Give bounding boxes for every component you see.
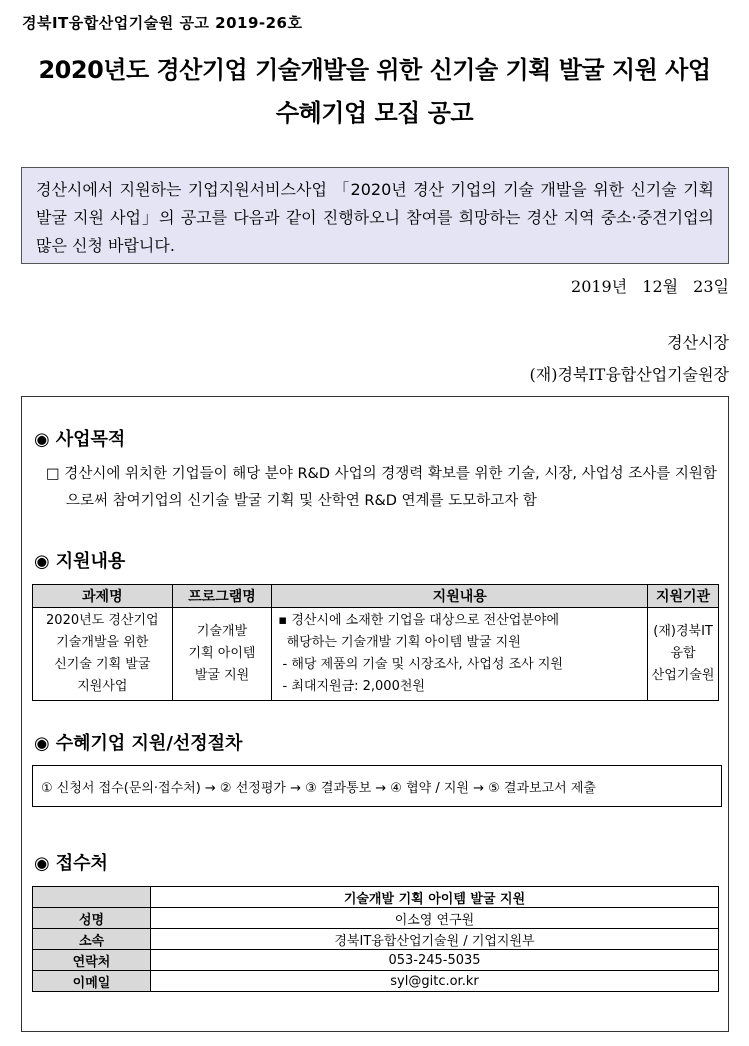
contact-table bbox=[32, 886, 719, 992]
contact-label: 연락처 bbox=[33, 950, 151, 971]
contact-label: 이메일 bbox=[33, 971, 151, 992]
table-header-row bbox=[33, 887, 719, 908]
support-content-cell bbox=[272, 608, 648, 701]
agency-line: 산업기술원 bbox=[651, 668, 715, 683]
column-header: 지원내용 bbox=[272, 585, 648, 608]
support-content-line: 해당하는 기술개발 기획 아이템 발굴 지원 bbox=[278, 635, 521, 650]
program-name-line: 발굴 지원 bbox=[194, 668, 250, 683]
task-name-line: 기술개발을 위한 bbox=[56, 635, 149, 650]
section-purpose-title: 사업목적 bbox=[55, 429, 126, 450]
support-content-line: - 해당 제품의 기술 및 시장조사, 사업성 조사 지원 bbox=[278, 657, 563, 672]
table-header-row bbox=[33, 585, 719, 608]
notice-date: 2019년 12월 23일 bbox=[571, 277, 729, 296]
contact-label: 소속 bbox=[33, 929, 151, 950]
column-header: 과제명 bbox=[33, 585, 173, 608]
agency-cell bbox=[648, 608, 719, 701]
task-name-line: 신기술 기획 발굴 bbox=[54, 657, 151, 672]
contact-value: 053-245-5035 bbox=[151, 950, 719, 971]
section-contact-heading bbox=[34, 849, 108, 875]
main-content-box bbox=[21, 396, 729, 1032]
support-table bbox=[32, 584, 719, 701]
page-title-line2: 수혜기업 모집 공고 bbox=[275, 99, 474, 127]
section-procedure-title: 수혜기업 지원/선정절차 bbox=[55, 733, 243, 754]
contact-label: 성명 bbox=[33, 908, 151, 929]
task-name-line: 지원사업 bbox=[77, 679, 128, 694]
purpose-text: □ 경산시에 위치한 기업들이 해당 분야 R&D 사업의 경쟁력 확보를 위한 기술, 시장, 사업성 조사를 지원함으로써 참여기업의 신기술 발굴 기획 및 산학연 R&D 연계를 도모하고자 함 bbox=[46, 466, 717, 509]
section-bullet-icon: ◉ bbox=[34, 733, 50, 754]
table-row bbox=[33, 608, 719, 701]
issuer-city-mayor: 경산시장 bbox=[667, 333, 729, 352]
section-support-heading bbox=[34, 547, 125, 573]
column-header: 지원기관 bbox=[648, 585, 719, 608]
contact-value: 경북IT융합산업기술원 / 기업지원부 bbox=[151, 929, 719, 950]
notice-number: 경북IT융합산업기술원 공고 2019-26호 bbox=[22, 14, 303, 32]
table-row bbox=[33, 929, 719, 950]
section-bullet-icon: ◉ bbox=[34, 853, 50, 874]
agency-line: (재)경북IT융합 bbox=[653, 624, 713, 661]
task-name-cell bbox=[33, 608, 173, 701]
table-row bbox=[33, 950, 719, 971]
task-name-line: 2020년도 경산기업 bbox=[46, 613, 159, 628]
program-name-line: 기술개발 bbox=[196, 624, 248, 639]
program-name-cell bbox=[172, 608, 272, 701]
table-row bbox=[33, 908, 719, 929]
contact-value: 이소영 연구원 bbox=[151, 908, 719, 929]
contact-header-cell: 기술개발 기획 아이템 발굴 지원 bbox=[151, 887, 719, 908]
procedure-steps: ① 신청서 접수(문의·접수처) → ② 선정평가 → ③ 결과통보 → ④ 협약 / 지원 → ⑤ 결과보고서 제출 bbox=[32, 765, 722, 807]
section-bullet-icon: ◉ bbox=[34, 429, 50, 450]
issuer-institute-head: (재)경북IT융합산업기술원장 bbox=[529, 365, 729, 384]
section-bullet-icon: ◉ bbox=[34, 551, 50, 572]
support-content-line: - 최대지원금: 2,000천원 bbox=[278, 679, 425, 694]
section-procedure-heading bbox=[34, 729, 242, 755]
table-row bbox=[33, 971, 719, 992]
contact-email-value: syl@gitc.or.kr bbox=[151, 971, 719, 992]
contact-corner-cell bbox=[33, 887, 151, 908]
column-header: 프로그램명 bbox=[172, 585, 272, 608]
intro-box: 경산시에서 지원하는 기업지원서비스사업 「2020년 경산 기업의 기술 개발을 위한 신기술 기획 발굴 지원 사업」의 공고를 다음과 같이 진행하오니 참여를 희망하는 경산 지역 중소·중견기업의 많은 신청 바랍니다. bbox=[21, 167, 729, 264]
section-purpose-heading bbox=[34, 425, 125, 451]
page-title-line1: 2020년도 경산기업 기술개발을 위한 신기술 기획 발굴 지원 사업 bbox=[38, 56, 711, 84]
section-support-title: 지원내용 bbox=[55, 551, 126, 572]
support-content-line: ▪ 경산시에 소재한 기업을 대상으로 전산업분야에 bbox=[278, 613, 560, 628]
program-name-line: 기획 아이템 bbox=[188, 646, 256, 661]
section-contact-title: 접수처 bbox=[55, 853, 108, 874]
